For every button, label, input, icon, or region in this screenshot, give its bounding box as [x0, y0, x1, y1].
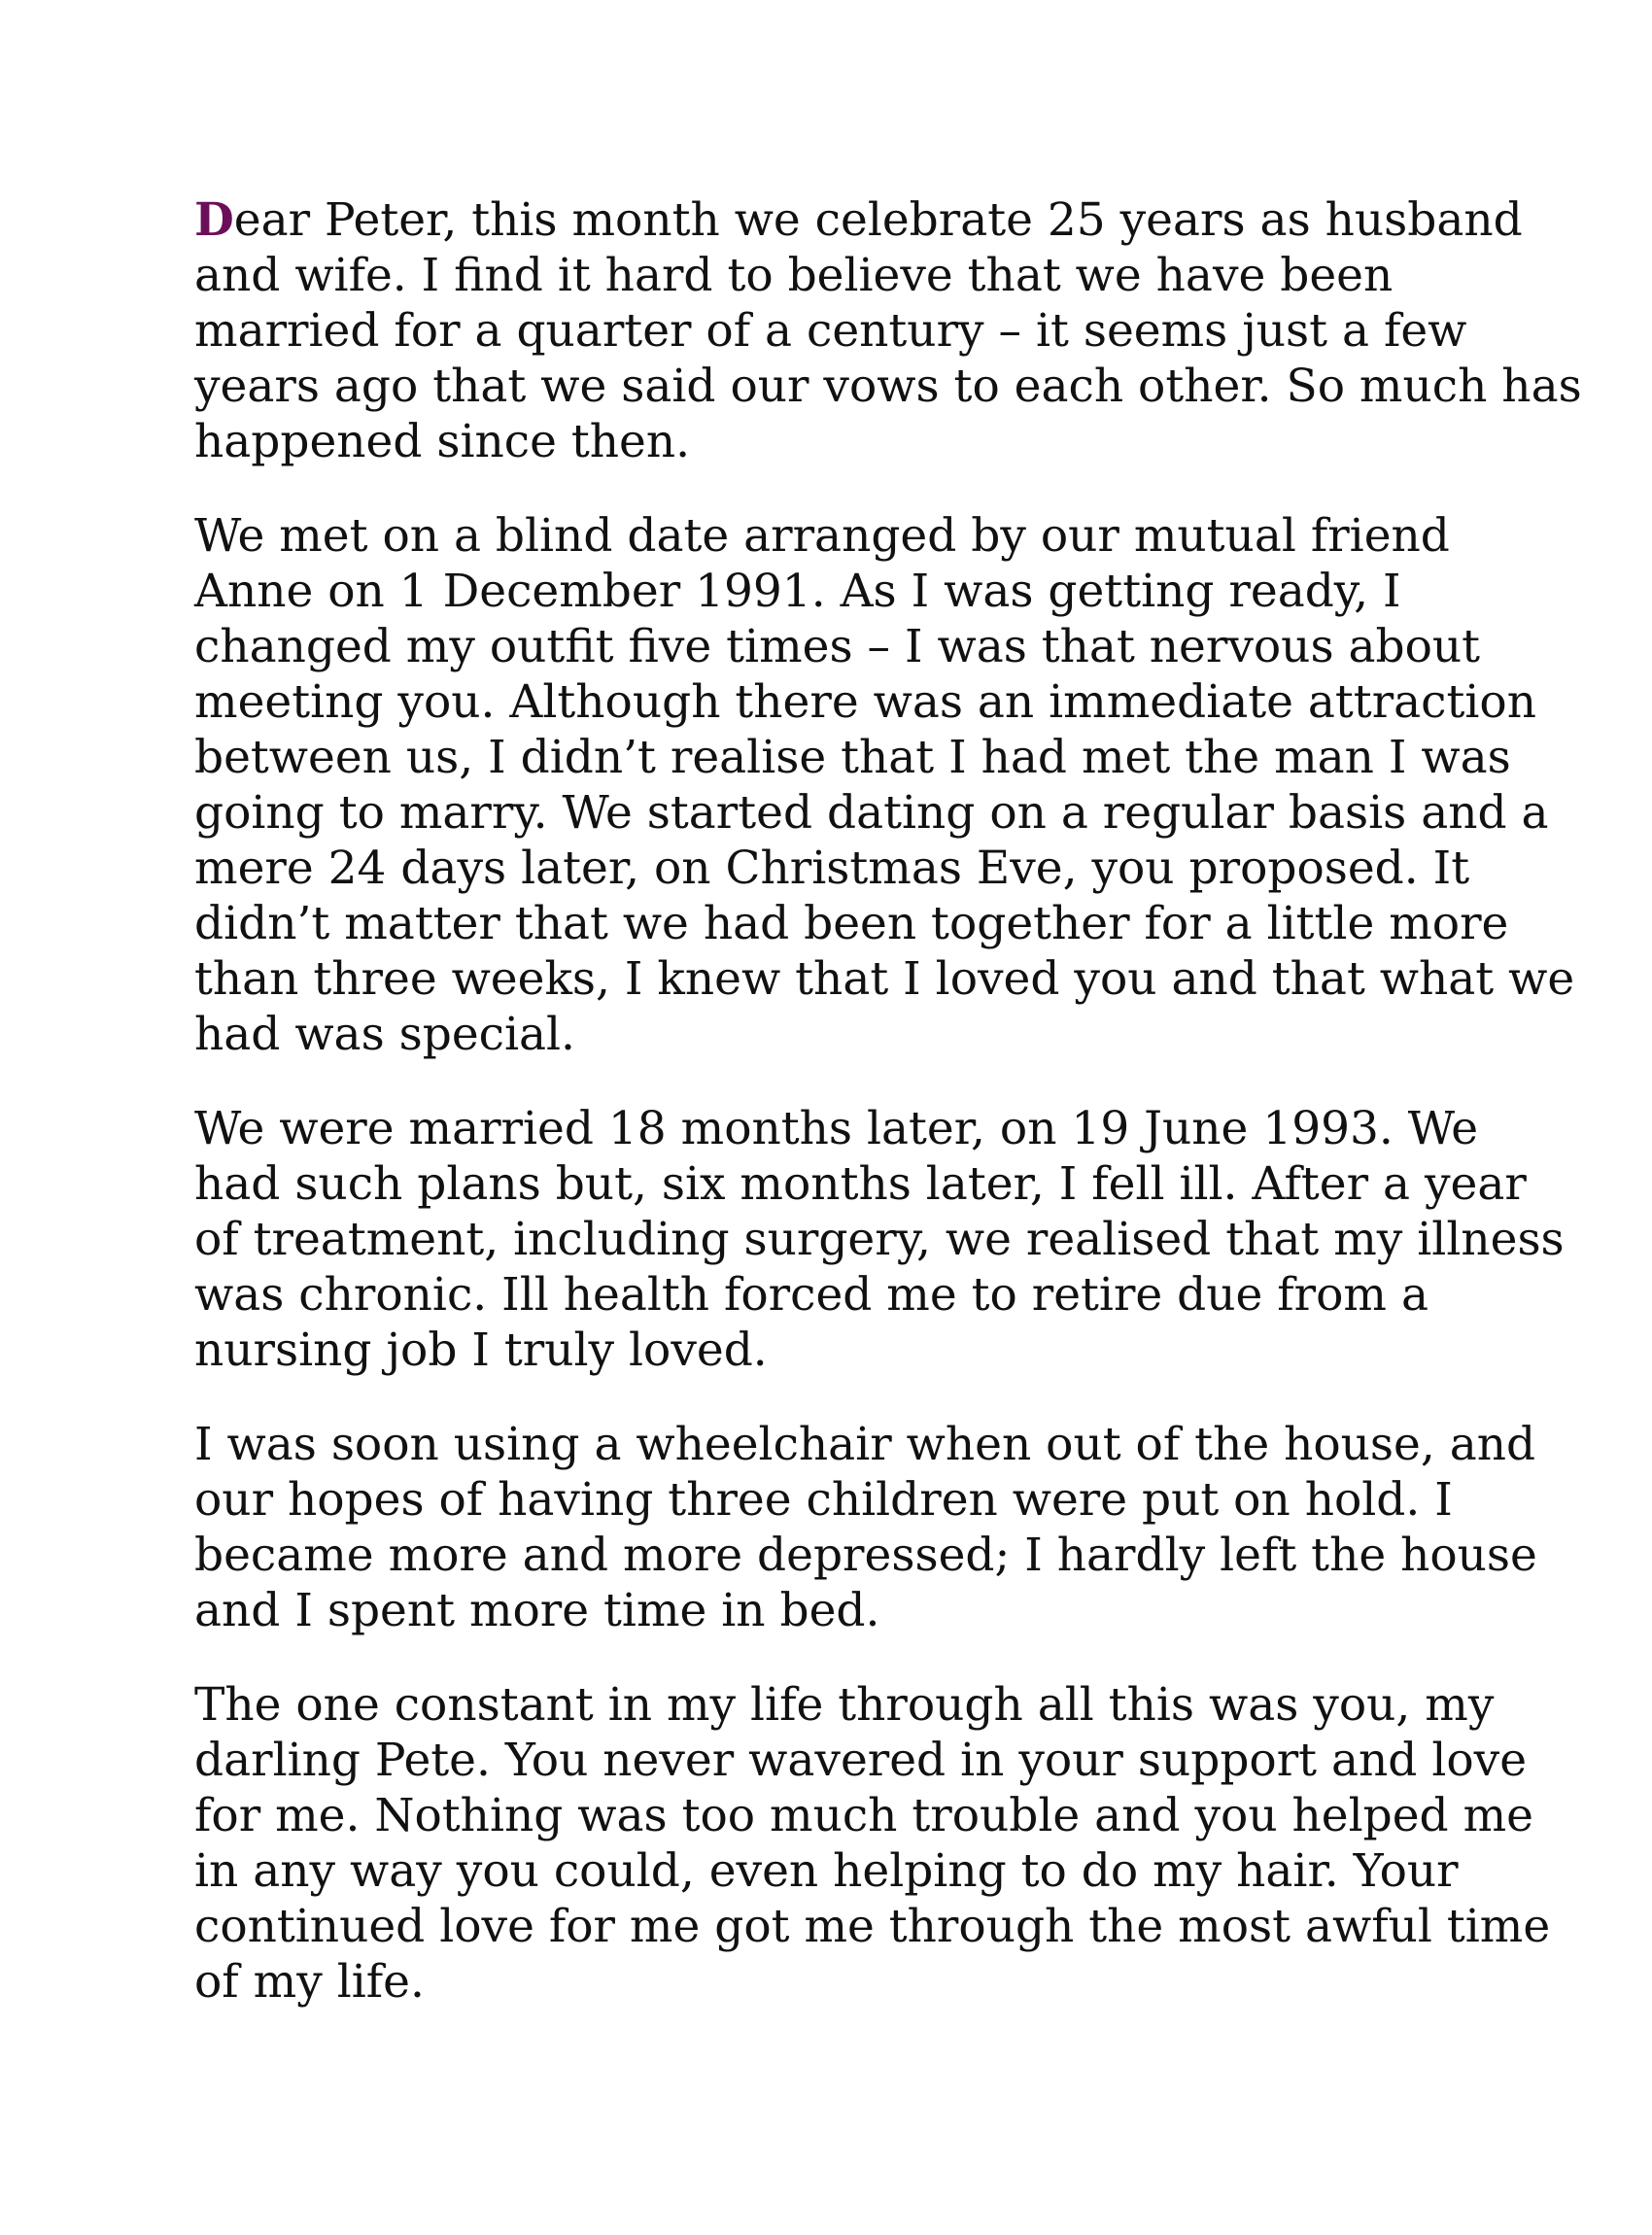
text-line: years ago that we said our vows to each other. So much has [194, 360, 1582, 413]
paragraph-4 [194, 1417, 1537, 1638]
text-line: We were married 18 months later, on 19 June 1993. We [194, 1102, 1479, 1155]
text-line: than three weeks, I knew that I loved you and that what we [194, 952, 1575, 1006]
text-line: and I spent more time in bed. [194, 1584, 880, 1637]
text-line: continued love for me got me through the most awful time [194, 1900, 1551, 1953]
paragraph-3 [194, 1101, 1565, 1378]
text-line: The one constant in my life through all this was you, my [194, 1678, 1495, 1732]
text-line: darling Pete. You never wavered in your support and love [194, 1734, 1528, 1787]
text-line: had such plans but, six months later, I fell ill. After a year [194, 1157, 1527, 1211]
text-line: became more and more depressed; I hardly left the house [194, 1529, 1537, 1582]
text-line: our hopes of having three children were put on hold. I [194, 1473, 1453, 1527]
text-line: was chronic. Ill health forced me to retire due from a [194, 1268, 1428, 1322]
text-line: in any way you could, even helping to do my hair. Your [194, 1844, 1459, 1898]
text-line: and wife. I find it hard to believe that we have been [194, 249, 1394, 302]
text-line: going to marry. We started dating on a regular basis and a [194, 786, 1549, 840]
letter-body [194, 192, 1582, 2048]
paragraph-2 [194, 508, 1575, 1062]
text-line: of treatment, including surgery, we realised that my illness [194, 1213, 1565, 1266]
text-line: I was soon using a wheelchair when out of the house, and [194, 1418, 1536, 1471]
text-line: We met on a blind date arranged by our mutual friend [194, 509, 1450, 563]
text-line: between us, I didn’t realise that I had met the man I was [194, 731, 1511, 784]
text-line: nursing job I truly loved. [194, 1324, 768, 1377]
text-line: of my life. [194, 1955, 425, 2009]
paragraph-5 [194, 1677, 1551, 2010]
text-line: mere 24 days later, on Christmas Eve, you proposed. It [194, 842, 1470, 895]
text-line: had was special. [194, 1008, 575, 1061]
text-line: for me. Nothing was too much trouble and you helped me [194, 1789, 1533, 1842]
text-line: Anne on 1 December 1991. As I was getting ready, I [194, 565, 1401, 618]
text-line: married for a quarter of a century – it seems just a few [194, 304, 1467, 358]
text-line [194, 192, 1523, 248]
text-line-content: ear Peter, this month we celebrate 25 years as husband [233, 193, 1523, 247]
text-line: didn’t matter that we had been together for a little more [194, 897, 1509, 950]
drop-cap: D [194, 193, 234, 247]
paragraph-1 [194, 192, 1582, 469]
text-line: meeting you. Although there was an immediate attraction [194, 675, 1536, 729]
text-line: changed my outfit five times – I was that nervous about [194, 620, 1481, 673]
text-line: happened since then. [194, 415, 691, 468]
